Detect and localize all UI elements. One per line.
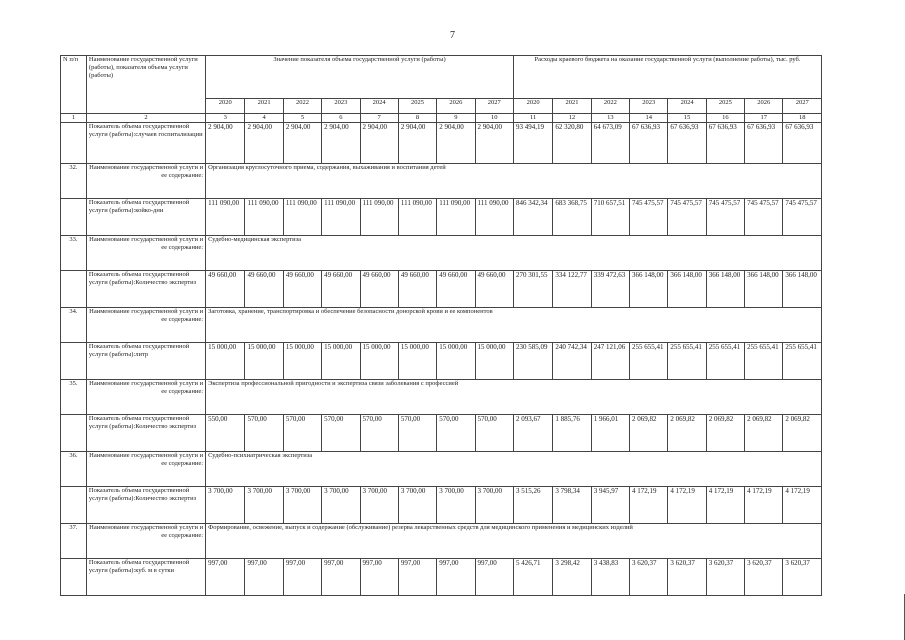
volume-value: 2 904,00 bbox=[398, 123, 436, 164]
volume-value: 49 660,00 bbox=[437, 271, 475, 308]
service-row bbox=[61, 236, 822, 271]
expense-value: 270 301,55 bbox=[513, 271, 552, 308]
column-number: 3 bbox=[206, 114, 245, 123]
expense-value: 745 475,57 bbox=[630, 199, 668, 236]
header-volume-year: 2020 bbox=[206, 99, 245, 114]
service-row bbox=[61, 524, 822, 559]
expense-value: 3 620,37 bbox=[706, 559, 744, 596]
service-label: Наименование государственной услуги и ее содержание: bbox=[86, 164, 205, 199]
expense-value: 366 148,00 bbox=[783, 271, 822, 308]
volume-value: 15 000,00 bbox=[245, 343, 283, 380]
volume-value: 15 000,00 bbox=[475, 343, 513, 380]
expense-value: 240 742,34 bbox=[553, 343, 591, 380]
volume-value: 15 000,00 bbox=[283, 343, 321, 380]
page-number: 7 bbox=[450, 30, 455, 41]
column-number: 13 bbox=[591, 114, 629, 123]
expense-value: 339 472,63 bbox=[591, 271, 629, 308]
service-title: Судебно-медицинская экспертиза bbox=[206, 236, 822, 271]
volume-value: 15 000,00 bbox=[398, 343, 436, 380]
header-expense-year: 2023 bbox=[630, 99, 668, 114]
volume-value: 997,00 bbox=[398, 559, 436, 596]
volume-value: 570,00 bbox=[475, 415, 513, 452]
volume-value: 570,00 bbox=[360, 415, 398, 452]
service-title: Формирование, освежение, выпуск и содержание (обслуживание) резерва лекарственных средств для медицинского применения и медицинских изделий bbox=[206, 524, 822, 559]
volume-value: 111 090,00 bbox=[437, 199, 475, 236]
volume-value: 49 660,00 bbox=[398, 271, 436, 308]
expense-value: 1 885,76 bbox=[553, 415, 591, 452]
expense-value: 3 515,26 bbox=[513, 487, 552, 524]
column-number: 17 bbox=[745, 114, 783, 123]
header-expense-year: 2024 bbox=[668, 99, 706, 114]
header-volume-group: Значение показателя объема государственной услуги (работы) bbox=[206, 56, 514, 99]
header-volume-year: 2027 bbox=[475, 99, 513, 114]
indicator-number-cell bbox=[61, 271, 87, 308]
volume-value: 49 660,00 bbox=[322, 271, 360, 308]
expense-value: 334 122,77 bbox=[553, 271, 591, 308]
expense-value: 3 620,37 bbox=[630, 559, 668, 596]
service-number: 35. bbox=[61, 380, 87, 415]
indicator-name: Показатель объема государственной услуги (работы):Количество экспертиз bbox=[86, 271, 205, 308]
indicator-number-cell bbox=[61, 487, 87, 524]
header-volume-year: 2021 bbox=[245, 99, 283, 114]
volume-value: 3 700,00 bbox=[283, 487, 321, 524]
service-row bbox=[61, 308, 822, 343]
volume-value: 570,00 bbox=[283, 415, 321, 452]
volume-value: 49 660,00 bbox=[475, 271, 513, 308]
service-title: Судебно-психиатрическая экспертиза bbox=[206, 452, 822, 487]
volume-value: 3 700,00 bbox=[206, 487, 245, 524]
volume-value: 111 090,00 bbox=[398, 199, 436, 236]
indicator-row bbox=[61, 487, 822, 524]
volume-value: 3 700,00 bbox=[398, 487, 436, 524]
volume-value: 570,00 bbox=[398, 415, 436, 452]
expense-value: 255 655,41 bbox=[783, 343, 822, 380]
volume-value: 15 000,00 bbox=[437, 343, 475, 380]
indicator-number-cell bbox=[61, 199, 87, 236]
volume-value: 111 090,00 bbox=[245, 199, 283, 236]
column-number: 9 bbox=[437, 114, 475, 123]
volume-value: 49 660,00 bbox=[283, 271, 321, 308]
expense-value: 4 172,19 bbox=[783, 487, 822, 524]
volume-value: 997,00 bbox=[283, 559, 321, 596]
expense-value: 2 069,82 bbox=[668, 415, 706, 452]
expense-value: 255 655,41 bbox=[745, 343, 783, 380]
expense-value: 4 172,19 bbox=[668, 487, 706, 524]
expense-value: 366 148,00 bbox=[668, 271, 706, 308]
indicator-name: Показатель объема государственной услуги (работы):случаев госпитализации bbox=[86, 123, 205, 164]
column-number: 1 bbox=[61, 114, 87, 123]
volume-value: 3 700,00 bbox=[322, 487, 360, 524]
table-body bbox=[61, 123, 822, 596]
header-expense-year: 2027 bbox=[783, 99, 822, 114]
volume-value: 111 090,00 bbox=[206, 199, 245, 236]
expense-value: 2 069,82 bbox=[706, 415, 744, 452]
header-expense-year: 2026 bbox=[745, 99, 783, 114]
expense-value: 5 426,71 bbox=[513, 559, 552, 596]
service-label: Наименование государственной услуги и ее содержание: bbox=[86, 524, 205, 559]
expense-value: 2 093,67 bbox=[513, 415, 552, 452]
volume-value: 111 090,00 bbox=[360, 199, 398, 236]
column-number: 10 bbox=[475, 114, 513, 123]
service-label: Наименование государственной услуги и ее содержание: bbox=[86, 380, 205, 415]
expense-value: 67 636,93 bbox=[706, 123, 744, 164]
column-number: 6 bbox=[322, 114, 360, 123]
volume-value: 2 904,00 bbox=[437, 123, 475, 164]
indicator-row bbox=[61, 271, 822, 308]
service-label: Наименование государственной услуги и ее содержание: bbox=[86, 308, 205, 343]
header-num: N п/п bbox=[61, 56, 87, 114]
volume-value: 111 090,00 bbox=[283, 199, 321, 236]
indicator-row bbox=[61, 123, 822, 164]
volume-value: 2 904,00 bbox=[245, 123, 283, 164]
expense-value: 67 636,93 bbox=[783, 123, 822, 164]
expense-value: 67 636,93 bbox=[668, 123, 706, 164]
volume-value: 997,00 bbox=[360, 559, 398, 596]
volume-value: 570,00 bbox=[245, 415, 283, 452]
column-number: 4 bbox=[245, 114, 283, 123]
service-label: Наименование государственной услуги и ее содержание: bbox=[86, 236, 205, 271]
service-number: 36. bbox=[61, 452, 87, 487]
header-volume-year: 2024 bbox=[360, 99, 398, 114]
volume-value: 570,00 bbox=[322, 415, 360, 452]
service-number: 34. bbox=[61, 308, 87, 343]
expense-value: 3 798,34 bbox=[553, 487, 591, 524]
volume-value: 49 660,00 bbox=[360, 271, 398, 308]
expense-value: 366 148,00 bbox=[745, 271, 783, 308]
budget-table bbox=[60, 55, 822, 596]
volume-value: 111 090,00 bbox=[475, 199, 513, 236]
expense-value: 3 945,97 bbox=[591, 487, 629, 524]
expense-value: 366 148,00 bbox=[630, 271, 668, 308]
volume-value: 2 904,00 bbox=[360, 123, 398, 164]
indicator-name: Показатель объема государственной услуги (работы):койко-дни bbox=[86, 199, 205, 236]
expense-value: 2 069,82 bbox=[745, 415, 783, 452]
header-expense-year: 2021 bbox=[553, 99, 591, 114]
expense-value: 710 657,51 bbox=[591, 199, 629, 236]
expense-value: 366 148,00 bbox=[706, 271, 744, 308]
column-number: 16 bbox=[706, 114, 744, 123]
expense-value: 255 655,41 bbox=[630, 343, 668, 380]
expense-value: 62 320,80 bbox=[553, 123, 591, 164]
expense-value: 67 636,93 bbox=[630, 123, 668, 164]
expense-value: 4 172,19 bbox=[706, 487, 744, 524]
indicator-name: Показатель объема государственной услуги (работы):Количество экспертиз bbox=[86, 487, 205, 524]
service-label: Наименование государственной услуги и ее содержание: bbox=[86, 452, 205, 487]
volume-value: 570,00 bbox=[437, 415, 475, 452]
column-number: 8 bbox=[398, 114, 436, 123]
column-number: 14 bbox=[630, 114, 668, 123]
volume-value: 3 700,00 bbox=[437, 487, 475, 524]
service-row bbox=[61, 452, 822, 487]
header-volume-year: 2025 bbox=[398, 99, 436, 114]
volume-value: 2 904,00 bbox=[283, 123, 321, 164]
expense-value: 3 298,42 bbox=[553, 559, 591, 596]
volume-value: 2 904,00 bbox=[475, 123, 513, 164]
expense-value: 2 069,82 bbox=[783, 415, 822, 452]
expense-value: 745 475,57 bbox=[745, 199, 783, 236]
service-title: Организация круглосуточного приема, содержания, выхаживания и воспитания детей bbox=[206, 164, 822, 199]
header-volume-year: 2026 bbox=[437, 99, 475, 114]
expense-value: 4 172,19 bbox=[630, 487, 668, 524]
column-number: 11 bbox=[513, 114, 552, 123]
service-title: Экспертиза профессиональной пригодности и экспертиза связи заболевания с профессией bbox=[206, 380, 822, 415]
volume-value: 15 000,00 bbox=[360, 343, 398, 380]
header-volume-year: 2022 bbox=[283, 99, 321, 114]
indicator-number-cell bbox=[61, 415, 87, 452]
column-number: 18 bbox=[783, 114, 822, 123]
expense-value: 3 620,37 bbox=[745, 559, 783, 596]
volume-value: 111 090,00 bbox=[322, 199, 360, 236]
expense-value: 230 585,09 bbox=[513, 343, 552, 380]
volume-value: 3 700,00 bbox=[475, 487, 513, 524]
column-number: 7 bbox=[360, 114, 398, 123]
volume-value: 2 904,00 bbox=[322, 123, 360, 164]
volume-value: 2 904,00 bbox=[206, 123, 245, 164]
column-numbers-row bbox=[61, 114, 822, 123]
indicator-number-cell bbox=[61, 123, 87, 164]
column-number: 12 bbox=[553, 114, 591, 123]
expense-value: 64 673,09 bbox=[591, 123, 629, 164]
volume-value: 997,00 bbox=[245, 559, 283, 596]
expense-value: 1 966,01 bbox=[591, 415, 629, 452]
header-volume-year: 2023 bbox=[322, 99, 360, 114]
volume-value: 3 700,00 bbox=[360, 487, 398, 524]
column-number: 5 bbox=[283, 114, 321, 123]
volume-value: 49 660,00 bbox=[206, 271, 245, 308]
expense-value: 3 620,37 bbox=[668, 559, 706, 596]
header-expense-year: 2022 bbox=[591, 99, 629, 114]
indicator-row bbox=[61, 559, 822, 596]
indicator-row bbox=[61, 343, 822, 380]
volume-value: 49 660,00 bbox=[245, 271, 283, 308]
volume-value: 997,00 bbox=[206, 559, 245, 596]
volume-value: 997,00 bbox=[437, 559, 475, 596]
volume-value: 997,00 bbox=[322, 559, 360, 596]
header-expense-year: 2020 bbox=[513, 99, 552, 114]
expense-value: 745 475,57 bbox=[706, 199, 744, 236]
expense-value: 2 069,82 bbox=[630, 415, 668, 452]
indicator-number-cell bbox=[61, 559, 87, 596]
volume-value: 997,00 bbox=[475, 559, 513, 596]
indicator-name: Показатель объема государственной услуги (работы):куб. м в сутки bbox=[86, 559, 205, 596]
volume-value: 15 000,00 bbox=[206, 343, 245, 380]
service-row bbox=[61, 164, 822, 199]
volume-value: 15 000,00 bbox=[322, 343, 360, 380]
expense-value: 3 620,37 bbox=[783, 559, 822, 596]
volume-value: 550,00 bbox=[206, 415, 245, 452]
service-number: 32. bbox=[61, 164, 87, 199]
expense-value: 93 494,19 bbox=[513, 123, 552, 164]
expense-value: 683 368,75 bbox=[553, 199, 591, 236]
service-title: Заготовка, хранение, транспортировка и обеспечение безопасности донорской крови и ее компонентов bbox=[206, 308, 822, 343]
indicator-name: Показатель объема государственной услуги (работы):литр bbox=[86, 343, 205, 380]
indicator-name: Показатель объема государственной услуги (работы):Количество экспертиз bbox=[86, 415, 205, 452]
indicator-row bbox=[61, 199, 822, 236]
volume-value: 3 700,00 bbox=[245, 487, 283, 524]
expense-value: 247 121,06 bbox=[591, 343, 629, 380]
service-row bbox=[61, 380, 822, 415]
service-number: 33. bbox=[61, 236, 87, 271]
expense-value: 745 475,57 bbox=[668, 199, 706, 236]
expense-value: 255 655,41 bbox=[706, 343, 744, 380]
expense-value: 255 655,41 bbox=[668, 343, 706, 380]
header-expense-year: 2025 bbox=[706, 99, 744, 114]
expense-value: 846 342,34 bbox=[513, 199, 552, 236]
column-number: 2 bbox=[86, 114, 205, 123]
expense-value: 745 475,57 bbox=[783, 199, 822, 236]
indicator-row bbox=[61, 415, 822, 452]
header-expense-group: Расходы краевого бюджета на оказание государственной услуги (выполнение работы), тыс. руб. bbox=[513, 56, 821, 99]
expense-value: 4 172,19 bbox=[745, 487, 783, 524]
service-number: 37. bbox=[61, 524, 87, 559]
header-name: Наименование государственной услуги (работы), показателя объема услуги (работы) bbox=[86, 56, 205, 114]
expense-value: 3 438,83 bbox=[591, 559, 629, 596]
column-number: 15 bbox=[668, 114, 706, 123]
indicator-number-cell bbox=[61, 343, 87, 380]
expense-value: 67 636,93 bbox=[745, 123, 783, 164]
